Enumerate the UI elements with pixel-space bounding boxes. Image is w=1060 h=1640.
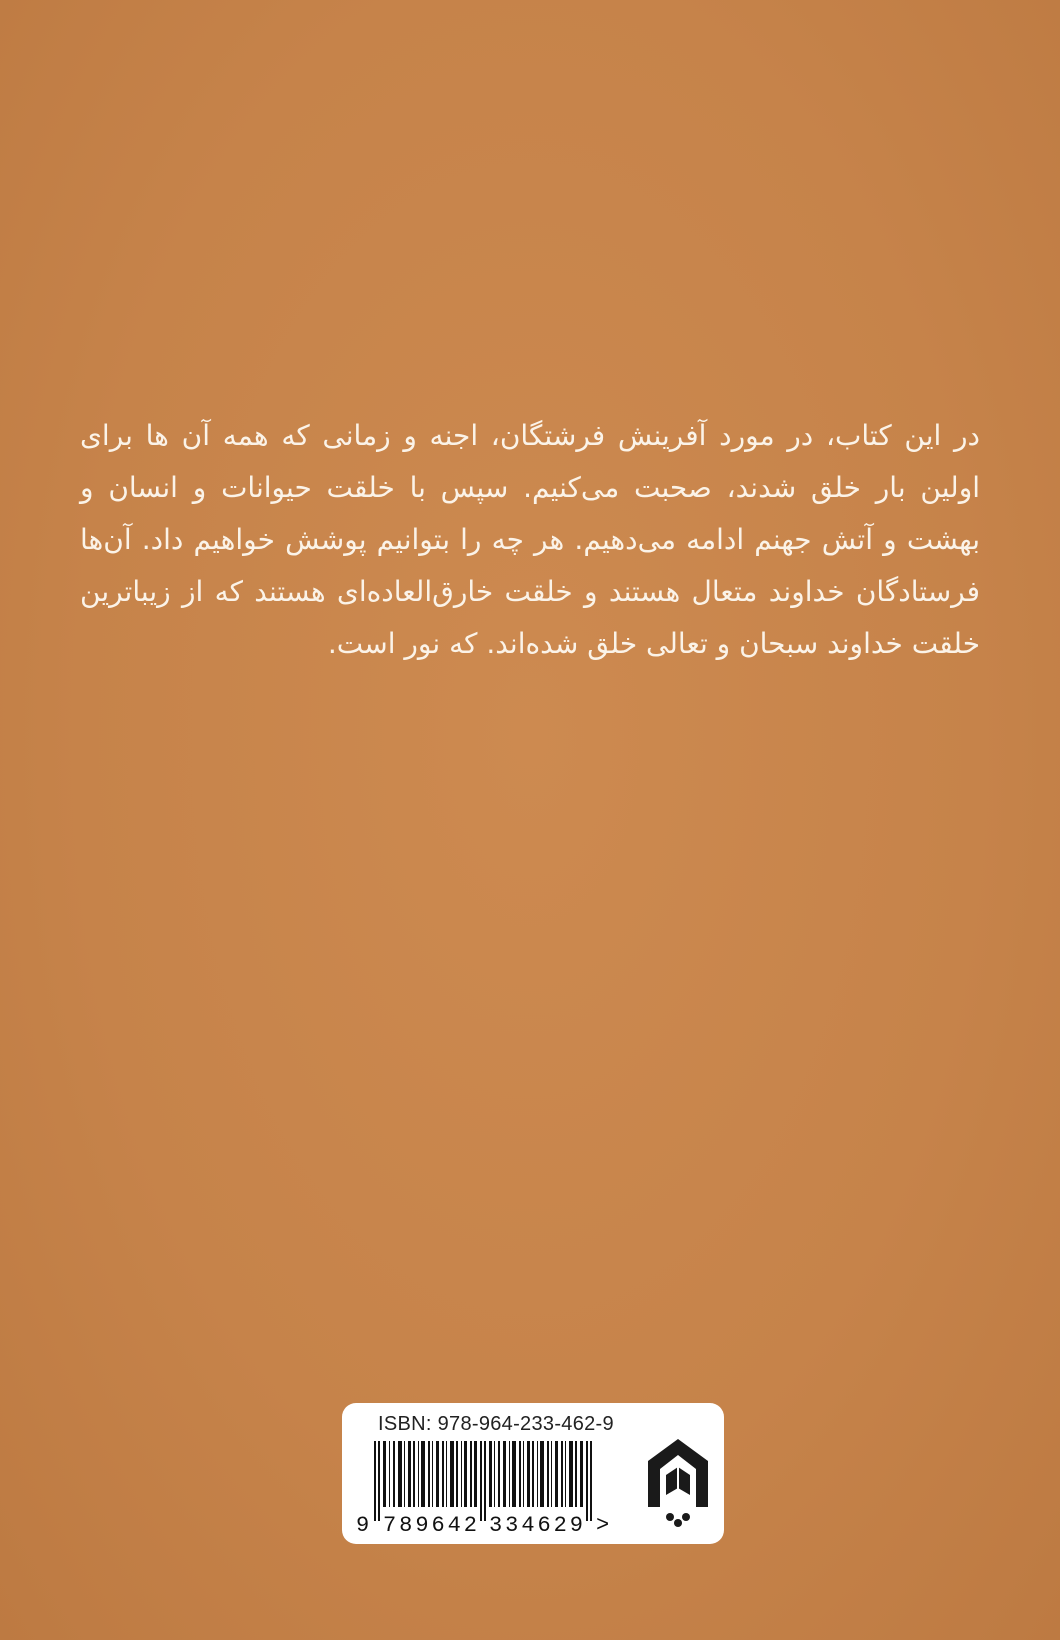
barcode-label — [342, 1403, 724, 1544]
barcode-digit-end: > — [596, 1513, 610, 1537]
barcode-digits-right: 334629 — [489, 1513, 583, 1537]
barcode-icon — [354, 1441, 634, 1537]
barcode-digit-first: 9 — [356, 1513, 370, 1537]
book-arch-logo-icon — [644, 1437, 712, 1529]
blurb-text: در این کتاب، در مورد آفرینش فرشتگان، اجنه و زمانی که همه آن ها برای اولین بار خلق شدند، صحبت می‌کنیم. سپس با خلقت حیوانات و انسان و بهشت و آتش جهنم ادامه می‌دهیم. هر چه را بتوانیم پوشش خواهیم داد. آن‌ها فرستادگان خداوند متعال هستند و خلقت خارق‌العاده‌ای هستند که از زیباترین خلقت خداوند سبحان و تعالی خلق شده‌اند. که نور است. — [80, 419, 980, 660]
isbn-number: ISBN: 978-964-233-462-9 — [378, 1413, 614, 1435]
barcode-digits-left: 789642 — [383, 1513, 477, 1537]
